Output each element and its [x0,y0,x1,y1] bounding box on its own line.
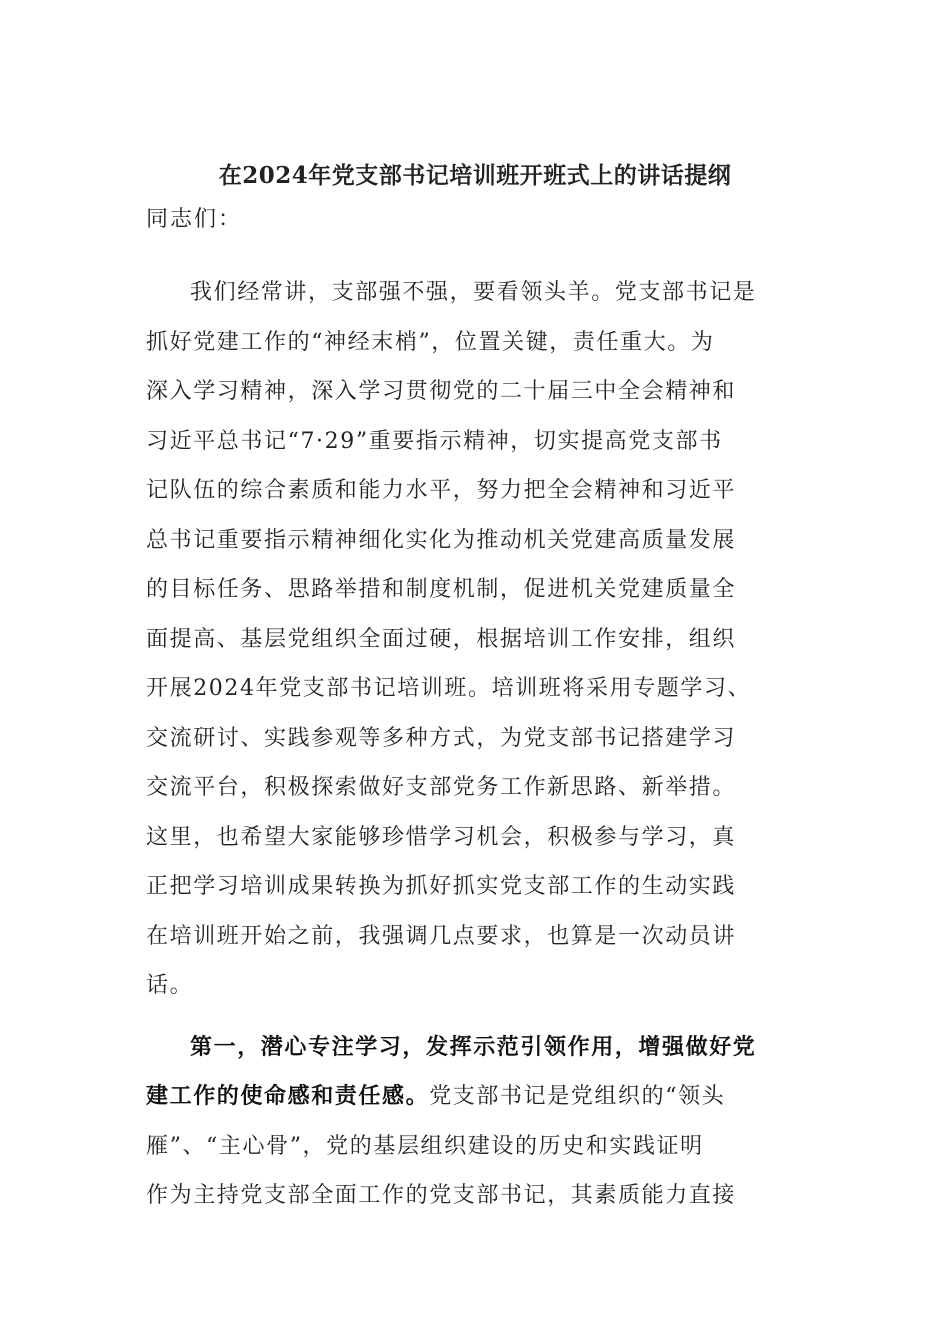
paragraph-line: 开展2024年党支部书记培训班。培训班将采用专题学习、 [146,676,752,701]
document-title: 在2024年党支部书记培训班开班式上的讲话提纲 [218,162,732,189]
paragraph-line: 面提高、基层党组织全面过硬，根据培训工作安排，组织 [146,626,737,652]
paragraph-1 [146,268,806,1011]
paragraph-line: 的目标任务、思路举措和制度机制，促进机关党建质量全 [146,577,737,602]
paragraph-line: 记队伍的综合素质和能力水平，努力把全会精神和习近平 [146,478,737,503]
paragraph-line: 抓好党建工作的“神经末梢”，位置关键，责任重大。为 [146,329,715,355]
paragraph-line: 总书记重要指示精神细化实化为推动机关党建高质量发展 [146,527,737,553]
paragraph-line: 这里，也希望大家能够珍惜学习机会，积极参与学习，真 [146,824,737,850]
paragraph-line: 习近平总书记“7·29”重要指示精神，切实提高党支部书 [146,428,723,454]
paragraph-line: 在培训班开始之前，我强调几点要求，也算是一次动员讲 [146,923,737,949]
paragraph-line: 交流平台，积极探索做好支部党务工作新思路、新举措。 [146,775,737,800]
paragraph-line: 深入学习精神，深入学习贯彻党的二十届三中全会精神和 [146,379,737,404]
paragraph-line [146,1072,806,1122]
salutation: 同志们： [146,207,243,232]
paragraph-line: 我们经常讲，支部强不强，要看领头羊。党支部书记是 [190,280,757,305]
section-heading-end: 建工作的使命感和责任感。 [146,1083,430,1109]
section-heading-line: 第一，潜心专注学习，发挥示范引领作用，增强做好党 [190,1033,757,1060]
paragraph-2 [146,1023,806,1221]
paragraph-text: 党支部书记是党组织的“领头 [429,1084,726,1109]
paragraph-line: 作为主持党支部全面工作的党支部书记，其素质能力直接 [146,1183,737,1208]
paragraph-spacer [146,1011,806,1023]
paragraph-line: 交流研讨、实践参观等多种方式，为党支部书记搭建学习 [146,725,737,751]
document-body [146,268,806,1221]
paragraph-line: 话。 [146,973,194,998]
paragraph-line: 正把学习培训成果转换为抓好抓实党支部工作的生动实践 [146,874,737,899]
paragraph-line: 雁”、“主心骨”，党的基层组织建设的历史和实践证明 [146,1133,704,1159]
